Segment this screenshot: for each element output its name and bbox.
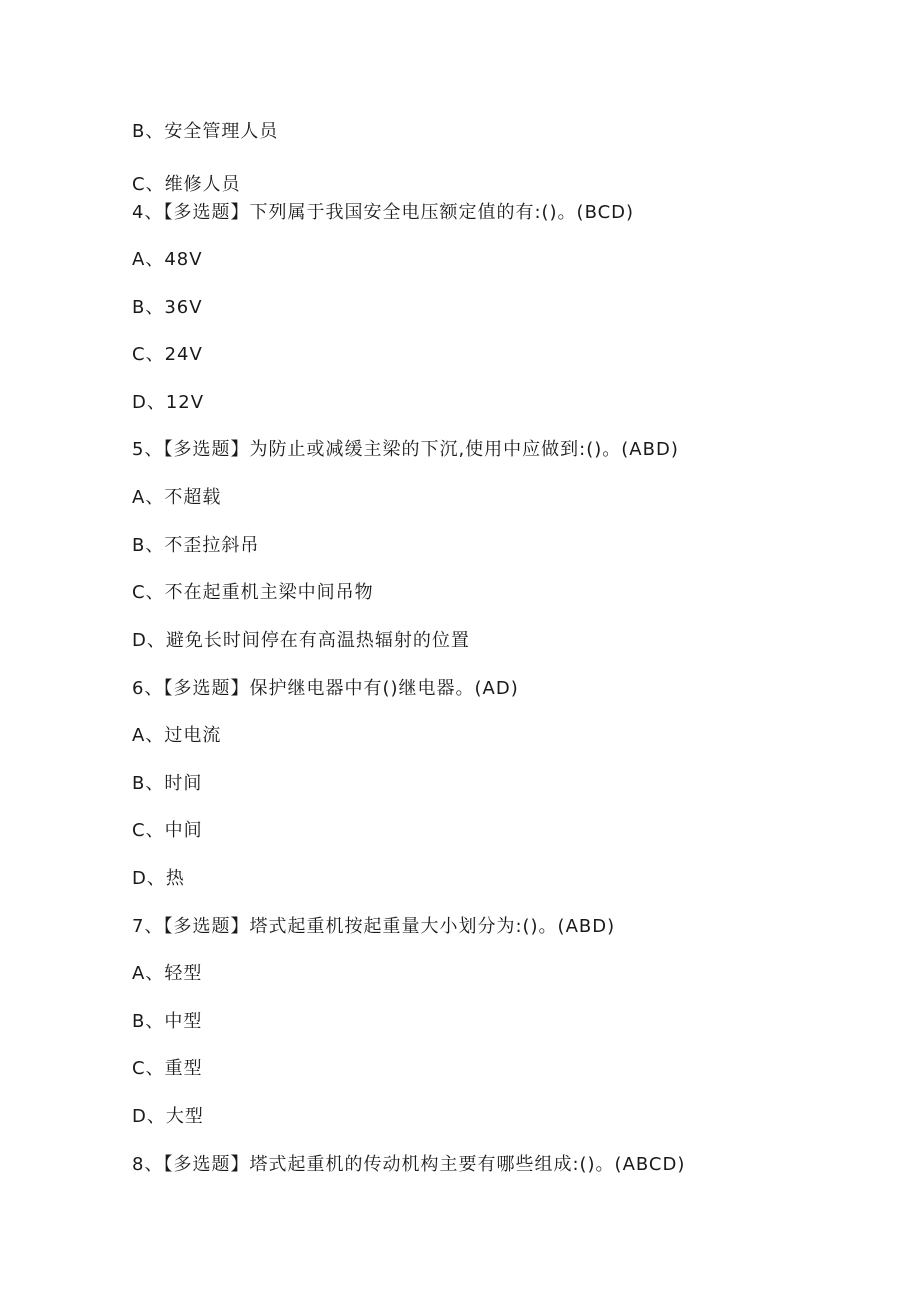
option-c-line: C、24V: [132, 344, 203, 365]
question-8-line: 8、【多选题】塔式起重机的传动机构主要有哪些组成:()。(ABCD): [132, 1154, 686, 1175]
question-5-line: 5、【多选题】为防止或减缓主梁的下沉,使用中应做到:()。(ABD): [132, 439, 679, 460]
option-c-line: C、维修人员: [132, 174, 241, 195]
option-d-line: D、12V: [132, 392, 205, 413]
option-b-line: B、时间: [132, 773, 203, 794]
option-d-line: D、热: [132, 868, 185, 889]
option-c-line: C、中间: [132, 820, 203, 841]
option-c-line: C、重型: [132, 1058, 203, 1079]
option-a-line: A、不超载: [132, 487, 222, 508]
option-b-line: B、不歪拉斜吊: [132, 535, 260, 556]
option-a-line: A、48V: [132, 249, 203, 270]
question-4-line: 4、【多选题】下列属于我国安全电压额定值的有:()。(BCD): [132, 202, 635, 223]
option-d-line: D、避免长时间停在有高温热辐射的位置: [132, 630, 470, 651]
option-d-line: D、大型: [132, 1106, 204, 1127]
question-6-line: 6、【多选题】保护继电器中有()继电器。(AD): [132, 678, 519, 699]
option-b-line: B、中型: [132, 1011, 203, 1032]
option-c-line: C、不在起重机主梁中间吊物: [132, 582, 374, 603]
option-a-line: A、过电流: [132, 725, 222, 746]
option-a-line: A、轻型: [132, 963, 203, 984]
option-b-line: B、36V: [132, 297, 203, 318]
option-b-line: B、安全管理人员: [132, 121, 279, 142]
question-7-line: 7、【多选题】塔式起重机按起重量大小划分为:()。(ABD): [132, 916, 616, 937]
